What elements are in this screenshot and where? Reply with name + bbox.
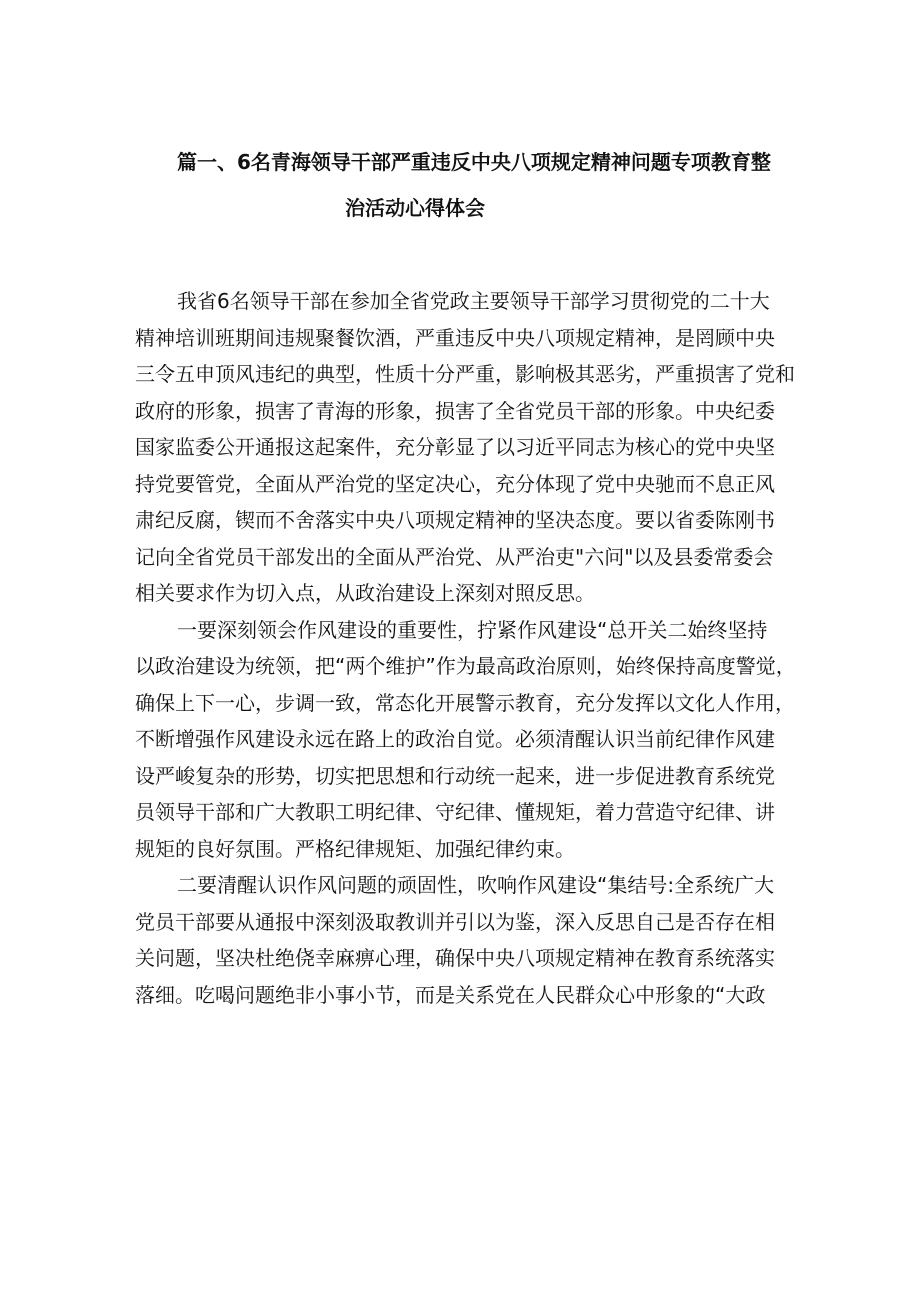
body-line: 规矩的良好氛围。严格纪律规矩、加强纪律约束。 xyxy=(135,836,575,861)
body-line: 政府的形象，损害了青海的形象，损害了全省党员干部的形象。中央纪委 xyxy=(135,398,775,423)
body-line: 肃纪反腐，锲而不舍落实中央八项规定精神的坚决态度。要以省委陈刚书 xyxy=(135,508,775,532)
document-title-line-1: 篇一、6名青海领导干部严重违反中央八项规定精神问题专项教育整 xyxy=(177,150,771,174)
body-line: 一要深刻领会作风建设的重要性，拧紧作风建设“总开关二始终坚持 xyxy=(177,617,768,642)
body-line: 确保上下一心，步调一致，常态化开展警示教育，充分发挥以文化人作用， xyxy=(135,690,795,715)
body-line: 不断增强作风建设永远在路上的政治自觉。必须清醒认识当前纪律作风建 xyxy=(135,727,775,751)
body-line: 党员干部要从通报中深刻汲取教训并引以为鉴，深入反思自己是否存在相 xyxy=(135,909,775,934)
body-line: 国家监委公开通报这起案件，充分彰显了以习近平同志为核心的党中央坚 xyxy=(135,435,775,459)
body-line: 员领导干部和广大教职工明纪律、守纪律、懂规矩，着力营造守纪律、讲 xyxy=(135,800,775,824)
body-line: 二要清醒认识作风问题的顽固性，吹响作风建设“集结号:全系统广大 xyxy=(177,873,775,897)
document-body xyxy=(135,283,795,1013)
body-line: 关问题，坚决杜绝侥幸麻痹心理，确保中央八项规定精神在教育系统落实 xyxy=(135,946,775,970)
body-line: 记向全省党员干部发出的全面从严治党、从严治吏"六问"以及县委常委会 xyxy=(135,544,774,569)
body-line: 我省6名领导干部在参加全省党政主要领导干部学习贯彻党的二十大 xyxy=(177,289,770,313)
body-line: 持党要管党，全面从严治党的坚定决心，充分体现了党中央驰而不息正风 xyxy=(135,471,775,496)
body-line: 落细。吃喝问题绝非小事小节，而是关系党在人民群众心中形象的“大政 xyxy=(135,982,766,1007)
document-title-line-2: 治活动心得体会 xyxy=(345,196,485,220)
body-line: 精神培训班期间违规聚餐饮酒，严重违反中央八项规定精神，是罔顾中央 xyxy=(135,325,775,350)
body-line: 三令五申顶风违纪的典型，性质十分严重，影响极其恶劣，严重损害了党和 xyxy=(135,362,795,386)
body-line: 设严峻复杂的形势，切实把思想和行动统一起来，进一步促进教育系统党 xyxy=(135,763,775,788)
body-line: 以政治建设为统领，把“两个维护”作为最高政治原则，始终保持高度警觉， xyxy=(135,654,796,678)
body-line: 相关要求作为切入点，从政治建设上深刻对照反思。 xyxy=(135,581,595,605)
